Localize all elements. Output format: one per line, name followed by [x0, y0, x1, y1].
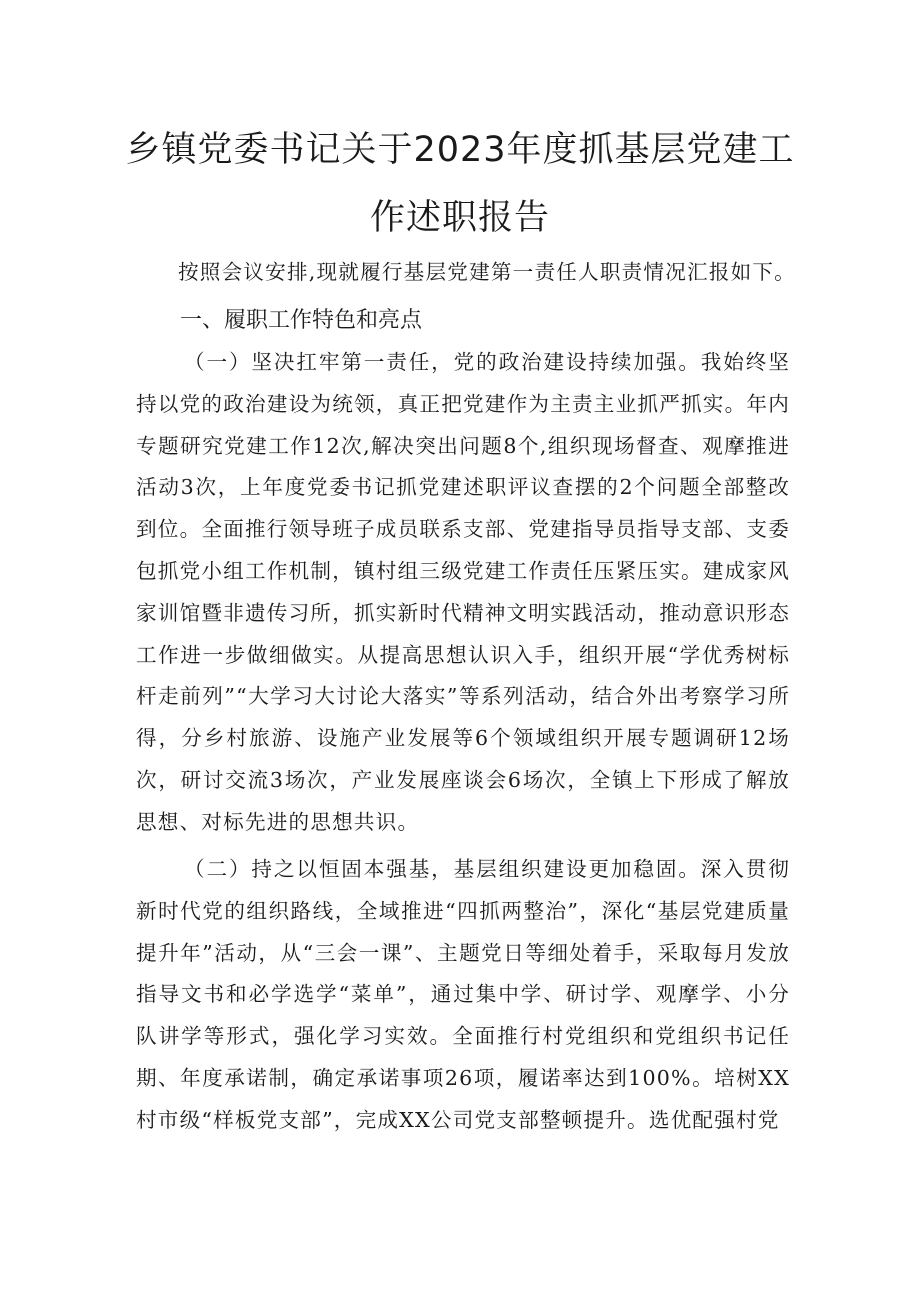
- body-paragraph-1: （一）坚决扛牢第一责任，党的政治建设持续加强。我始终坚持以党的政治建设为统领，真正把党建作为主责主业抓严抓实。年内专题研究党建工作12次,解决突出问题8个,组织现场督查、观摩推进活动3次，上年度党委书记抓党建述职评议查摆的2个问题全部整改到位。全面推行领导班子成员联系支部、党建指导员指导支部、支委包抓党小组工作机制，镇村组三级党建工作责任压紧压实。建成家风家训馆暨非遗传习所，抓实新时代精神文明实践活动，推动意识形态工作进一步做细做实。从提高思想认识入手，组织开展“学优秀树标杆走前列”“大学习大讨论大落实”等系列活动，结合外出考察学习所得，分乡村旅游、设施产业发展等6个领域组织开展专题调研12场次，研讨交流3场次，产业发展座谈会6场次，全镇上下形成了解放思想、对标先进的思想共识。: [136, 350, 790, 834]
- document-title-line-2: 作述职报告: [369, 198, 550, 238]
- body-paragraph-2: （二）持之以恒固本强基，基层组织建设更加稳固。深入贯彻新时代党的组织路线，全域推进“四抓两整治”，深化“基层党建质量提升年”活动，从“三会一课”、主题党日等细处着手，采取每月发放指导文书和必学选学“菜单”，通过集中学、研讨学、观摩学、小分队讲学等形式，强化学习实效。全面推行村党组织和党组织书记任期、年度承诺制，确定承诺事项26项，履诺率达到100%。培树XX村市级“样板党支部”，完成XX公司党支部整顿提升。选优配强村党: [136, 857, 790, 1132]
- document-title-line-1: 乡镇党委书记关于2023年度抓基层党建工: [125, 130, 795, 170]
- intro-paragraph: 按照会议安排,现就履行基层党建第一责任人职责情况汇报如下。: [178, 260, 796, 284]
- section-heading-1: 一、履职工作特色和亮点: [180, 308, 423, 333]
